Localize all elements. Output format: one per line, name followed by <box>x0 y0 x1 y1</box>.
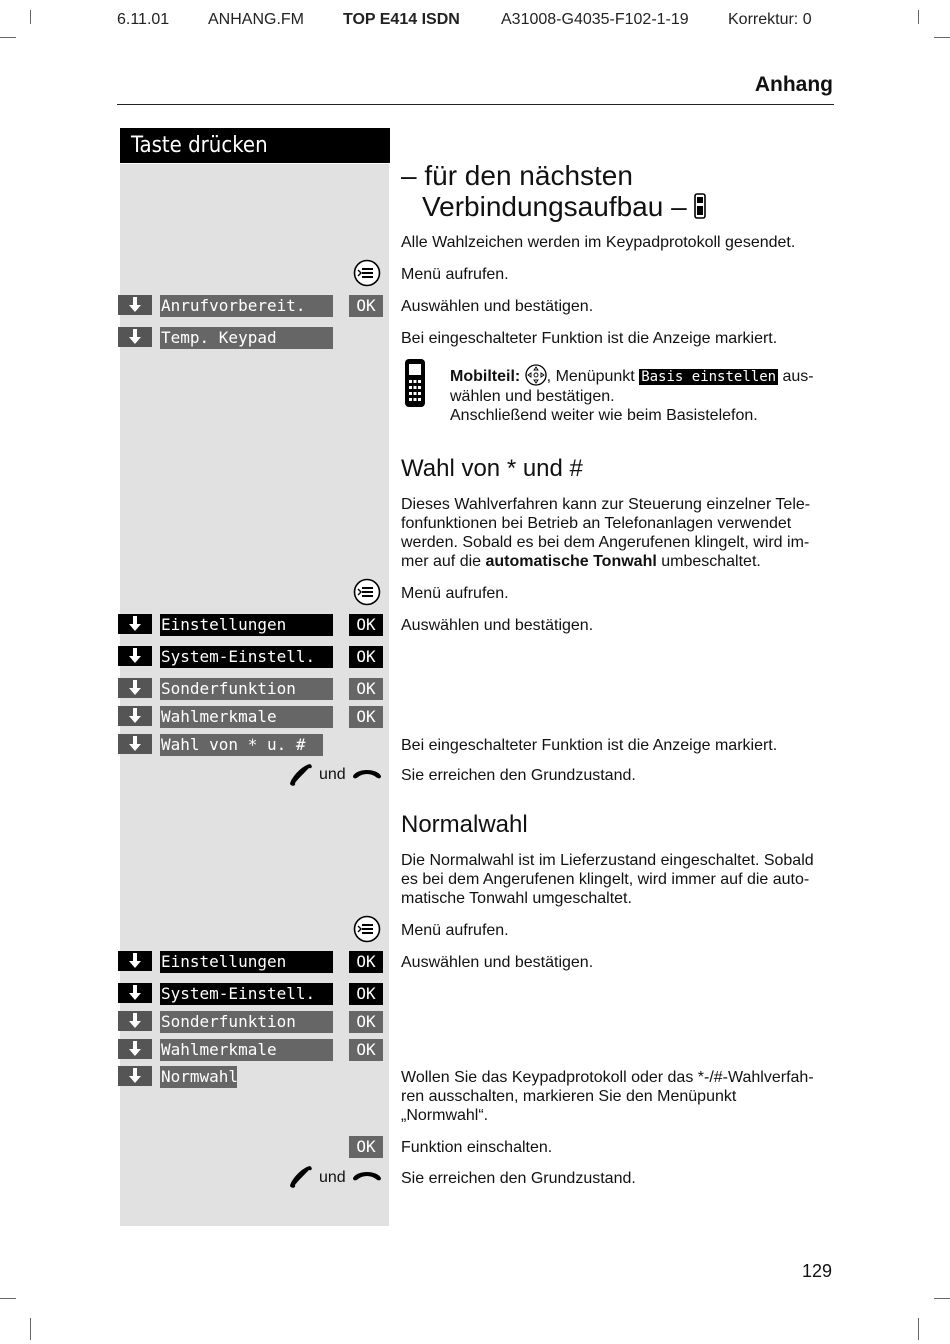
arrow-down-icon <box>127 616 143 632</box>
mobilteil-note <box>450 364 840 425</box>
ok-key: OK <box>349 678 383 700</box>
header-korrektur: Korrektur: 0 <box>728 11 812 28</box>
menu-item-basis-einstellen: Basis einstellen <box>641 369 777 385</box>
menu-key-icon <box>353 578 381 606</box>
arrow-down-icon <box>127 329 143 345</box>
block2-paragraph <box>401 495 837 571</box>
ok-key: OK <box>349 983 383 1005</box>
crop-mark <box>30 10 31 24</box>
down-arrow-key <box>118 951 152 971</box>
display-anrufvorbereit: Anrufvorbereit. <box>160 295 333 317</box>
off-hook-icon <box>288 762 314 788</box>
mobilteil-note-line3: Anschließend weiter wie beim Basistelefon. <box>450 407 758 424</box>
block3-normwahl-line3: „Normwahl“. <box>401 1107 489 1124</box>
header-rule <box>117 104 834 105</box>
block2-para-line4-pre: mer auf die <box>401 553 482 570</box>
block2-para-line2: fonfunktionen bei Betrieb an Telefonanlagen verwendet <box>401 515 792 532</box>
mobilteil-label: Mobilteil: <box>450 368 521 385</box>
ok-key: OK <box>349 295 383 317</box>
ok-key: OK <box>349 1039 383 1061</box>
block2-end-text: Sie erreichen den Grundzustand. <box>401 767 636 784</box>
crop-mark <box>934 37 950 38</box>
block3-para-line2: es bei dem Angerufenen klingelt, wird immer auf die auto- <box>401 871 810 888</box>
down-arrow-key <box>118 1011 152 1031</box>
display-temp-keypad: Temp. Keypad <box>160 327 333 349</box>
block1-row2-text: Bei eingeschalteter Funktion ist die Anzeige markiert. <box>401 330 778 347</box>
down-arrow-key <box>118 1039 152 1059</box>
display-sonderfunktion: Sonderfunktion <box>160 1011 333 1033</box>
block1-menu-text: Menü aufrufen. <box>401 266 509 283</box>
block2-para-bold: automatische Tonwahl <box>485 553 657 570</box>
block3-end-text: Sie erreichen den Grundzustand. <box>401 1170 636 1187</box>
block1-intro: Alle Wahlzeichen werden im Keypadprotokoll gesendet. <box>401 234 796 251</box>
arrow-down-icon <box>127 297 143 313</box>
arrow-down-icon <box>127 985 143 1001</box>
ok-key: OK <box>349 614 383 636</box>
display-sonderfunktion: Sonderfunktion <box>160 678 333 700</box>
down-arrow-key <box>118 327 152 347</box>
display-wahlmerkmale: Wahlmerkmale <box>160 1039 333 1061</box>
down-arrow-key <box>118 614 152 634</box>
block3-normwahl-line2: ren ausschalten, markieren Sie den Menüpunkt <box>401 1088 737 1105</box>
arrow-down-icon <box>127 648 143 664</box>
block3-row1-text: Auswählen und bestätigen. <box>401 954 594 971</box>
und-label: und <box>319 766 346 783</box>
header-model: TOP E414 ISDN <box>343 11 460 28</box>
block3-para-line3: matische Tonwahl umgeschaltet. <box>401 890 632 907</box>
key-column-title: Taste drücken <box>120 128 390 163</box>
down-arrow-key <box>118 734 152 754</box>
ok-key: OK <box>349 1136 383 1158</box>
down-arrow-key <box>118 295 152 315</box>
on-hook-icon <box>351 1168 383 1184</box>
down-arrow-key <box>118 678 152 698</box>
display-system-einstell: System-Einstell. <box>160 646 333 668</box>
display-wahlmerkmale: Wahlmerkmale <box>160 706 333 728</box>
block2-para-line1: Dieses Wahlverfahren kann zur Steuerung einzelner Tele- <box>401 496 811 513</box>
ok-key: OK <box>349 951 383 973</box>
display-system-einstell: System-Einstell. <box>160 983 333 1005</box>
crop-mark <box>0 37 16 38</box>
arrow-down-icon <box>127 1013 143 1029</box>
ok-key: OK <box>349 646 383 668</box>
block3-heading: Normalwahl <box>401 811 528 838</box>
block1-heading-line2: Verbindungsaufbau – <box>422 191 687 222</box>
block3-normwahl-text <box>401 1068 837 1125</box>
arrow-down-icon <box>127 708 143 724</box>
arrow-down-icon <box>127 1041 143 1057</box>
block3-paragraph <box>401 851 837 908</box>
crop-mark <box>30 1318 31 1340</box>
block1-row1-text: Auswählen und bestätigen. <box>401 298 594 315</box>
display-wahl-von: Wahl von * u. # <box>160 734 323 756</box>
page-number: 129 <box>802 1261 833 1281</box>
off-hook-icon <box>288 1164 314 1190</box>
section-title: Anhang <box>754 73 833 96</box>
block3-menu-text: Menü aufrufen. <box>401 922 509 939</box>
block1-heading-line1: – für den nächsten <box>401 160 633 191</box>
block1-heading <box>401 160 685 222</box>
header-docnum: A31008-G4035-F102-1-19 <box>501 11 689 28</box>
block3-para-line1: Die Normalwahl ist im Lieferzustand eingeschaltet. Sobald <box>401 852 814 869</box>
on-hook-icon <box>351 766 383 782</box>
block3-ok-text: Funktion einschalten. <box>401 1139 553 1156</box>
display-einstellungen: Einstellungen <box>160 951 333 973</box>
mobilteil-note-end: aus- <box>782 368 814 385</box>
block2-heading: Wahl von * und # <box>401 455 583 482</box>
down-arrow-key <box>118 983 152 1003</box>
handset-icon <box>694 193 706 219</box>
mobilteil-note-line2: wählen und bestätigen. <box>450 388 615 405</box>
menu-key-icon <box>353 259 381 287</box>
arrow-down-icon <box>127 736 143 752</box>
display-einstellungen: Einstellungen <box>160 614 333 636</box>
mobilteil-note-line1 <box>450 364 840 387</box>
mobile-handset-icon <box>404 358 426 408</box>
block2-row1-text: Auswählen und bestätigen. <box>401 617 594 634</box>
display-normwahl: Normwahl <box>161 1067 239 1086</box>
crop-mark <box>934 1298 950 1299</box>
block2-para-line4-post: umbeschaltet. <box>661 553 761 570</box>
crop-mark <box>918 10 919 24</box>
header-file: ANHANG.FM <box>208 11 304 28</box>
mobilteil-note-mid: , Menüpunkt <box>546 368 635 385</box>
arrow-down-icon <box>127 680 143 696</box>
menu-key-icon <box>353 915 381 943</box>
down-arrow-key <box>118 706 152 726</box>
header-date: 6.11.01 <box>117 11 170 28</box>
block2-para-line4 <box>401 552 837 571</box>
block2-menu-text: Menü aufrufen. <box>401 585 509 602</box>
ok-key: OK <box>349 706 383 728</box>
block2-para-line3: werden. Sobald es bei dem Angerufenen klingelt, wird im- <box>401 534 810 551</box>
navigation-key-icon <box>525 364 547 386</box>
und-label: und <box>319 1169 346 1186</box>
crop-mark <box>0 1298 16 1299</box>
arrow-down-icon <box>127 953 143 969</box>
arrow-down-icon <box>127 1068 143 1084</box>
crop-mark <box>918 1318 919 1340</box>
down-arrow-key <box>118 1066 152 1086</box>
down-arrow-key <box>118 646 152 666</box>
block1-heading-line2-wrap <box>422 191 706 222</box>
ok-key: OK <box>349 1011 383 1033</box>
block3-normwahl-line1: Wollen Sie das Keypadprotokoll oder das *-/#-Wahlverfah- <box>401 1069 814 1086</box>
block2-row5-text: Bei eingeschalteter Funktion ist die Anzeige markiert. <box>401 737 778 754</box>
